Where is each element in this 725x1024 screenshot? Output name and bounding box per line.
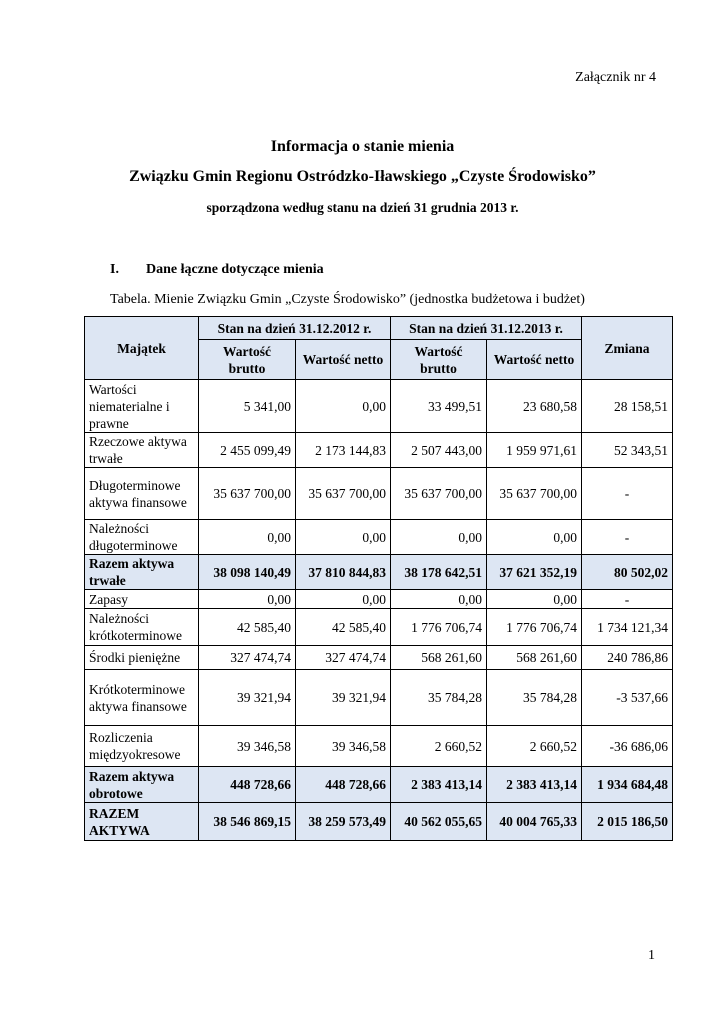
- cell-net-2012: 448 728,66: [296, 767, 391, 803]
- cell-net-2013: 35 784,28: [487, 670, 582, 726]
- row-label: Należności długoterminowe: [85, 520, 199, 555]
- header-change: Zmiana: [582, 317, 673, 380]
- table-row: [85, 380, 673, 433]
- cell-net-2012: 37 810 844,83: [296, 555, 391, 590]
- header-period-2012: Stan na dzień 31.12.2012 r.: [199, 317, 391, 340]
- table-row: [85, 803, 673, 841]
- row-label: Zapasy: [85, 590, 199, 609]
- cell-change: 1 734 121,34: [582, 609, 673, 646]
- table-row: [85, 468, 673, 520]
- cell-gross-2012: 39 346,58: [199, 726, 296, 767]
- cell-net-2013: 2 383 413,14: [487, 767, 582, 803]
- cell-gross-2013: 568 261,60: [391, 646, 487, 670]
- cell-change: -3 537,66: [582, 670, 673, 726]
- cell-gross-2012: 42 585,40: [199, 609, 296, 646]
- cell-gross-2013: 40 562 055,65: [391, 803, 487, 841]
- header-period-2013: Stan na dzień 31.12.2013 r.: [391, 317, 582, 340]
- row-label: Należności krótkoterminowe: [85, 609, 199, 646]
- cell-net-2012: 0,00: [296, 520, 391, 555]
- cell-change: -36 686,06: [582, 726, 673, 767]
- section-heading: [110, 262, 324, 278]
- cell-gross-2013: 33 499,51: [391, 380, 487, 433]
- cell-net-2013: 1 776 706,74: [487, 609, 582, 646]
- table-body: [85, 380, 673, 841]
- table-row: [85, 433, 673, 468]
- cell-change: 28 158,51: [582, 380, 673, 433]
- row-label: Długoterminowe aktywa finansowe: [85, 468, 199, 520]
- cell-net-2012: 39 321,94: [296, 670, 391, 726]
- header-net-2013: Wartość netto: [487, 340, 582, 380]
- document-dateline: sporządzona według stanu na dzień 31 grudnia 2013 r.: [206, 200, 519, 215]
- cell-net-2013: 1 959 971,61: [487, 433, 582, 468]
- cell-net-2012: 0,00: [296, 380, 391, 433]
- assets-table: [84, 316, 673, 841]
- cell-net-2013: 568 261,60: [487, 646, 582, 670]
- cell-change: 1 934 684,48: [582, 767, 673, 803]
- cell-net-2012: 35 637 700,00: [296, 468, 391, 520]
- cell-gross-2012: 0,00: [199, 590, 296, 609]
- annex-label: Załącznik nr 4: [575, 70, 656, 85]
- cell-gross-2013: 0,00: [391, 520, 487, 555]
- document-title: Informacja o stanie mienia: [270, 138, 455, 155]
- cell-change: 80 502,02: [582, 555, 673, 590]
- header-gross-2012: Wartość brutto: [199, 340, 296, 380]
- table-row: [85, 670, 673, 726]
- cell-change: 2 015 186,50: [582, 803, 673, 841]
- cell-gross-2012: 0,00: [199, 520, 296, 555]
- cell-net-2013: 37 621 352,19: [487, 555, 582, 590]
- cell-net-2013: 0,00: [487, 590, 582, 609]
- table-row: [85, 590, 673, 609]
- table-row: [85, 767, 673, 803]
- cell-change: -: [582, 520, 673, 555]
- cell-gross-2012: 38 546 869,15: [199, 803, 296, 841]
- cell-net-2013: 2 660,52: [487, 726, 582, 767]
- row-label: Wartości niematerialne i prawne: [85, 380, 199, 433]
- cell-gross-2012: 2 455 099,49: [199, 433, 296, 468]
- cell-gross-2012: 448 728,66: [199, 767, 296, 803]
- cell-gross-2013: 2 660,52: [391, 726, 487, 767]
- row-label: Krótkoterminowe aktywa finansowe: [85, 670, 199, 726]
- table-row: [85, 520, 673, 555]
- cell-gross-2012: 35 637 700,00: [199, 468, 296, 520]
- row-label: Rzeczowe aktywa trwałe: [85, 433, 199, 468]
- section-title: Dane łączne dotyczące mienia: [146, 262, 324, 277]
- table-row: [85, 609, 673, 646]
- cell-change: 240 786,86: [582, 646, 673, 670]
- cell-net-2013: 0,00: [487, 520, 582, 555]
- row-label: Razem aktywa obrotowe: [85, 767, 199, 803]
- cell-net-2012: 2 173 144,83: [296, 433, 391, 468]
- header-asset: Majątek: [85, 317, 199, 380]
- section-number: I.: [110, 262, 119, 277]
- row-label: Rozliczenia międzyokresowe: [85, 726, 199, 767]
- cell-gross-2012: 39 321,94: [199, 670, 296, 726]
- cell-gross-2013: 1 776 706,74: [391, 609, 487, 646]
- cell-net-2013: 35 637 700,00: [487, 468, 582, 520]
- row-label: RAZEM AKTYWA: [85, 803, 199, 841]
- table-caption: Tabela. Mienie Związku Gmin „Czyste Środowisko” (jednostka budżetowa i budżet): [110, 292, 585, 307]
- cell-gross-2012: 5 341,00: [199, 380, 296, 433]
- row-label: Środki pieniężne: [85, 646, 199, 670]
- cell-change: -: [582, 468, 673, 520]
- cell-gross-2013: 35 784,28: [391, 670, 487, 726]
- document-subtitle: Związku Gmin Regionu Ostródzko-Iławskiego „Czyste Środowisko”: [129, 168, 596, 185]
- header-net-2012: Wartość netto: [296, 340, 391, 380]
- cell-net-2013: 23 680,58: [487, 380, 582, 433]
- cell-net-2012: 42 585,40: [296, 609, 391, 646]
- page-number: 1: [648, 948, 655, 963]
- cell-gross-2013: 35 637 700,00: [391, 468, 487, 520]
- row-label: Razem aktywa trwałe: [85, 555, 199, 590]
- table-row: [85, 726, 673, 767]
- cell-net-2013: 40 004 765,33: [487, 803, 582, 841]
- cell-net-2012: 0,00: [296, 590, 391, 609]
- cell-gross-2012: 327 474,74: [199, 646, 296, 670]
- cell-gross-2013: 2 383 413,14: [391, 767, 487, 803]
- table-row: [85, 646, 673, 670]
- cell-gross-2013: 2 507 443,00: [391, 433, 487, 468]
- table-row: [85, 555, 673, 590]
- cell-change: 52 343,51: [582, 433, 673, 468]
- cell-change: -: [582, 590, 673, 609]
- cell-gross-2012: 38 098 140,49: [199, 555, 296, 590]
- cell-net-2012: 327 474,74: [296, 646, 391, 670]
- cell-gross-2013: 0,00: [391, 590, 487, 609]
- cell-net-2012: 39 346,58: [296, 726, 391, 767]
- cell-net-2012: 38 259 573,49: [296, 803, 391, 841]
- header-gross-2013: Wartość brutto: [391, 340, 487, 380]
- cell-gross-2013: 38 178 642,51: [391, 555, 487, 590]
